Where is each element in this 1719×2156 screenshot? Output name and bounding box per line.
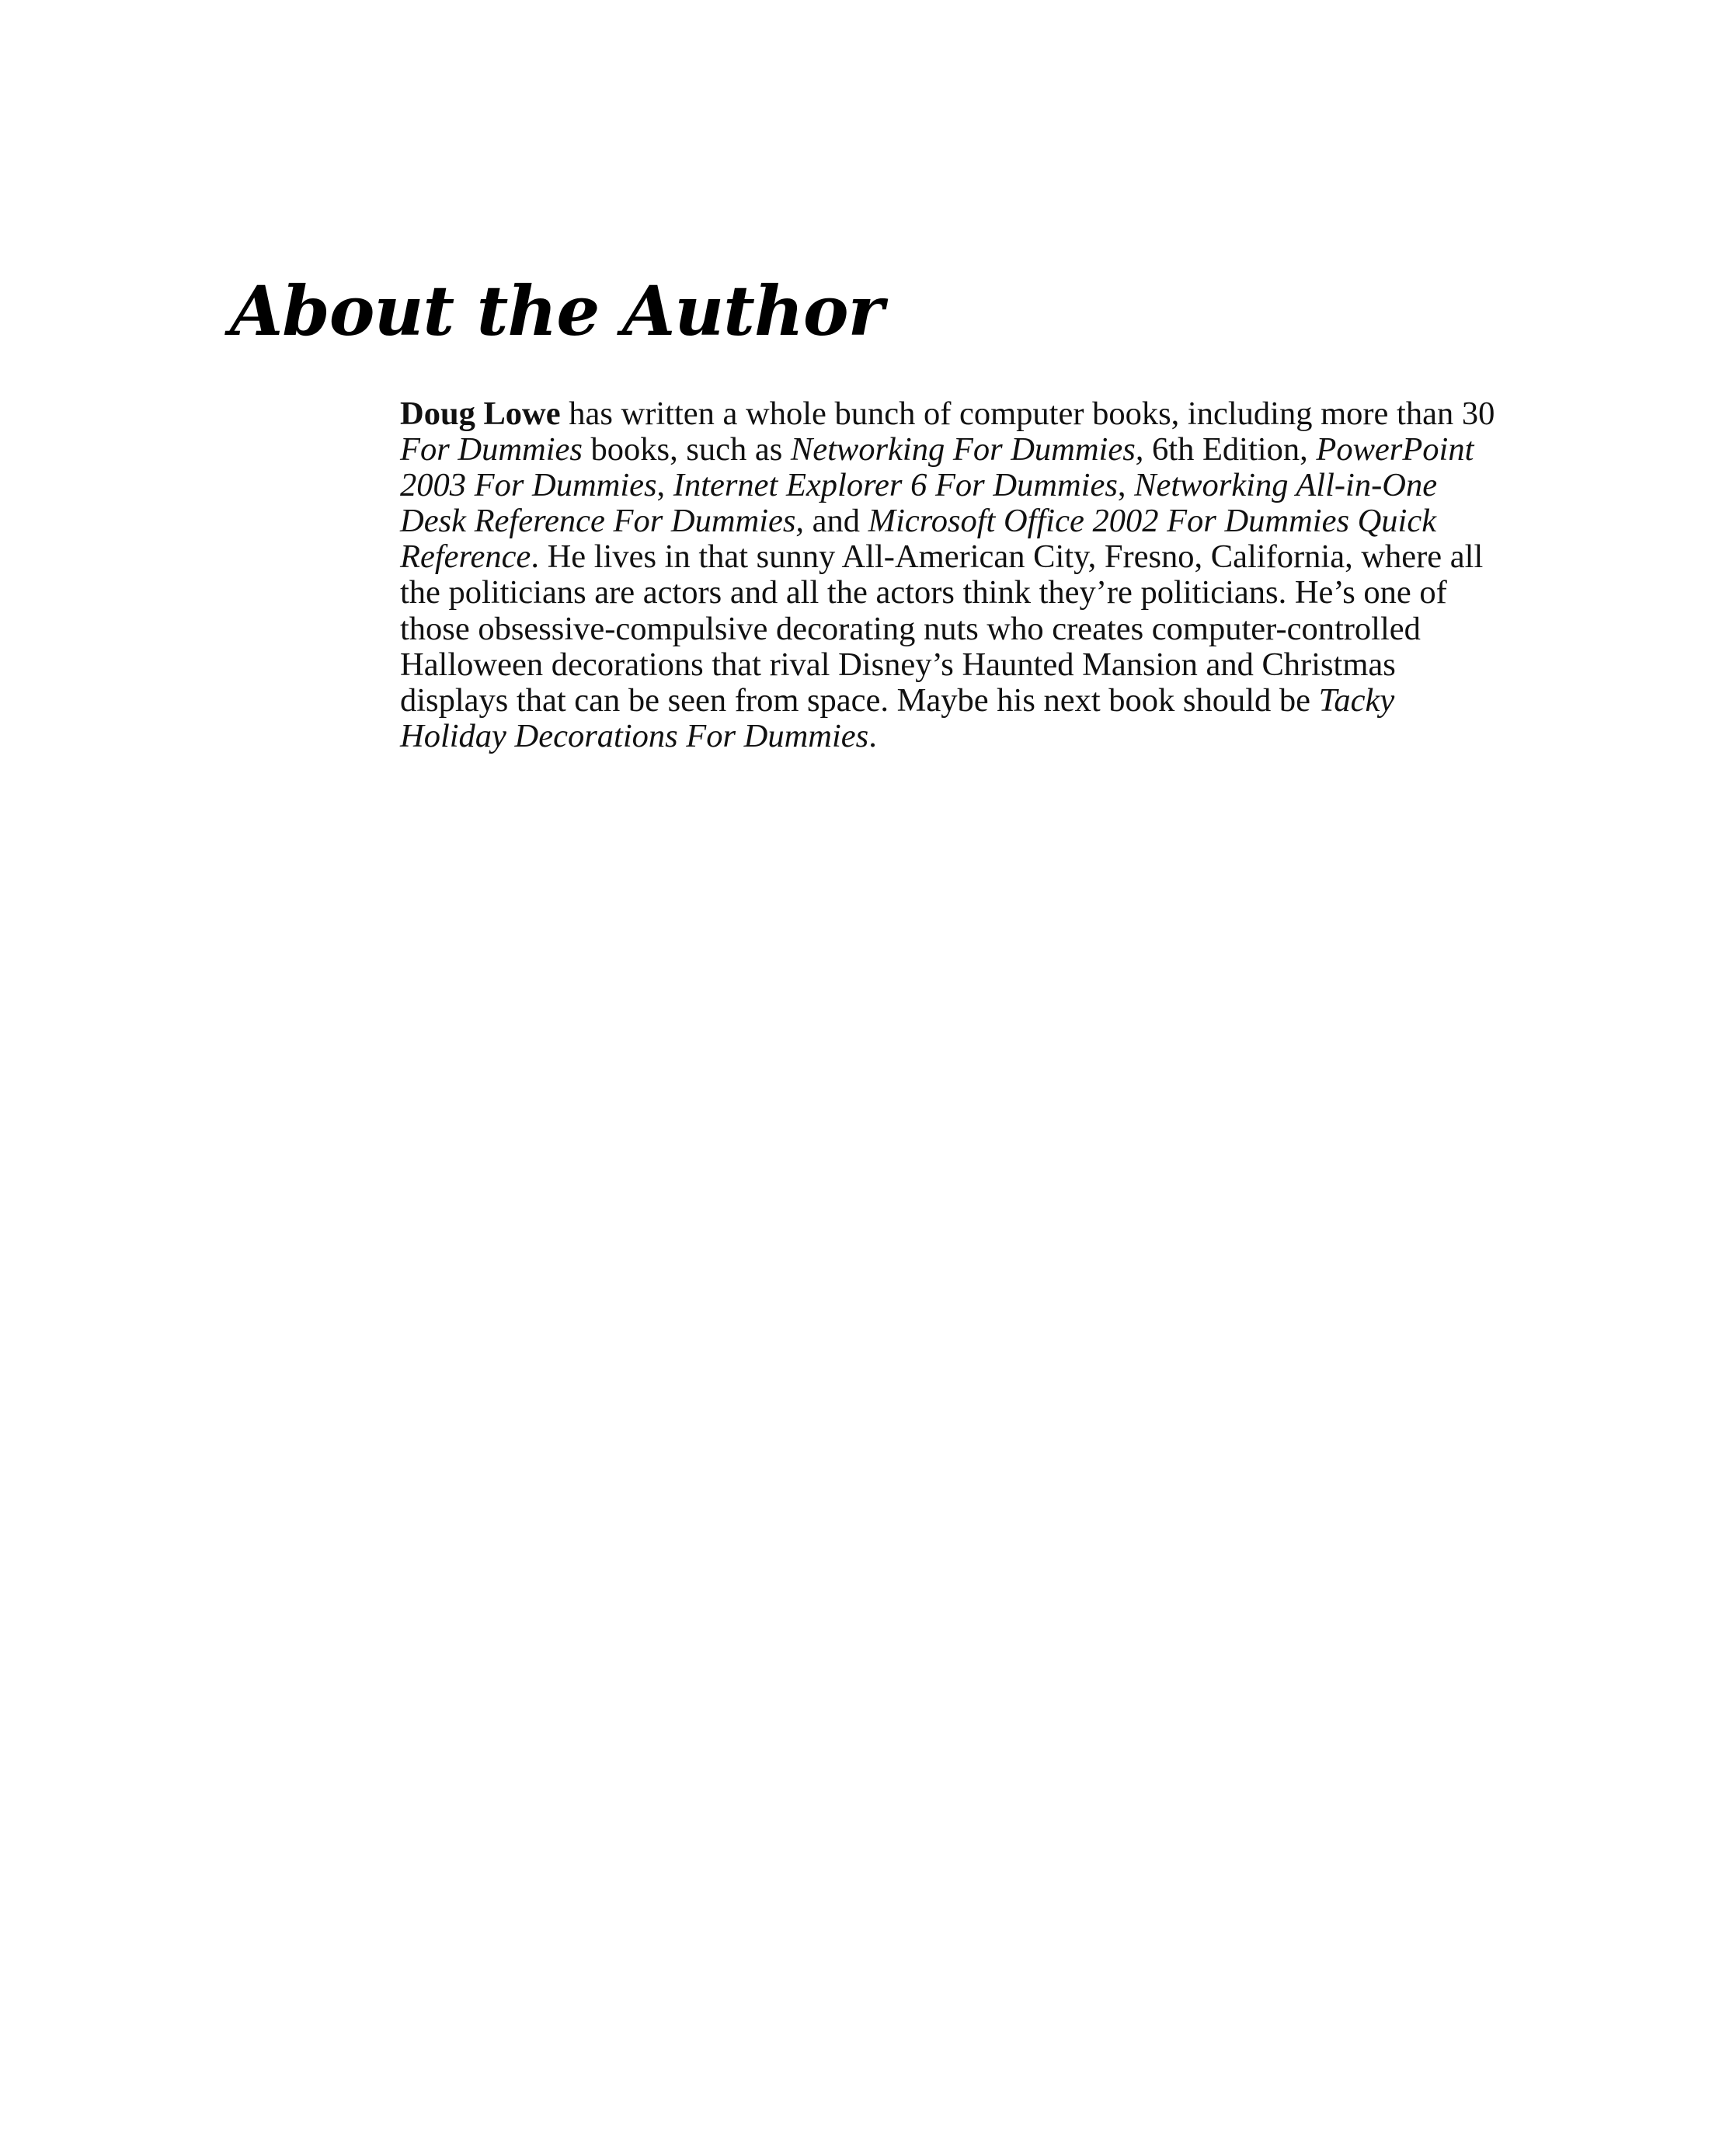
book-title: Networking For Dummies, <box>790 431 1144 468</box>
book-title: Networking All-in-One Desk Reference For Dummies, <box>400 467 1438 540</box>
bio-text: and <box>804 503 868 540</box>
bio-text: . He lives in that sunny All-American City, Fresno, California, where all the politicians are actors and all the actors think they’re politicians. He’s one of those obsessive-compulsive decorating nuts who creates computer-controlled Halloween decorations that rival Disney’s Haunted Mansion and Christmas displays that can be seen from space. Maybe his next book should be <box>400 538 1484 719</box>
author-bio <box>400 396 1503 754</box>
page-title: About the Author <box>230 270 883 351</box>
bio-text: , <box>656 467 673 504</box>
book-title: For Dummies <box>400 431 583 468</box>
bio-text: books, such as <box>582 431 791 468</box>
bio-text: has written a whole bunch of computer books, including more than 30 <box>560 395 1495 432</box>
book-title: Microsoft Office 2002 For Dummies Quick Reference <box>400 503 1437 576</box>
bio-text: . <box>868 717 877 754</box>
author-name: Doug Lowe <box>400 395 561 432</box>
book-title: Tacky Holiday Decorations For Dummies <box>400 681 1395 754</box>
bio-text: 6th Edition, <box>1143 431 1317 468</box>
book-title: Internet Explorer 6 For Dummies <box>673 467 1118 504</box>
bio-text: , <box>1117 467 1135 504</box>
book-title: PowerPoint 2003 For Dummies <box>400 431 1474 504</box>
